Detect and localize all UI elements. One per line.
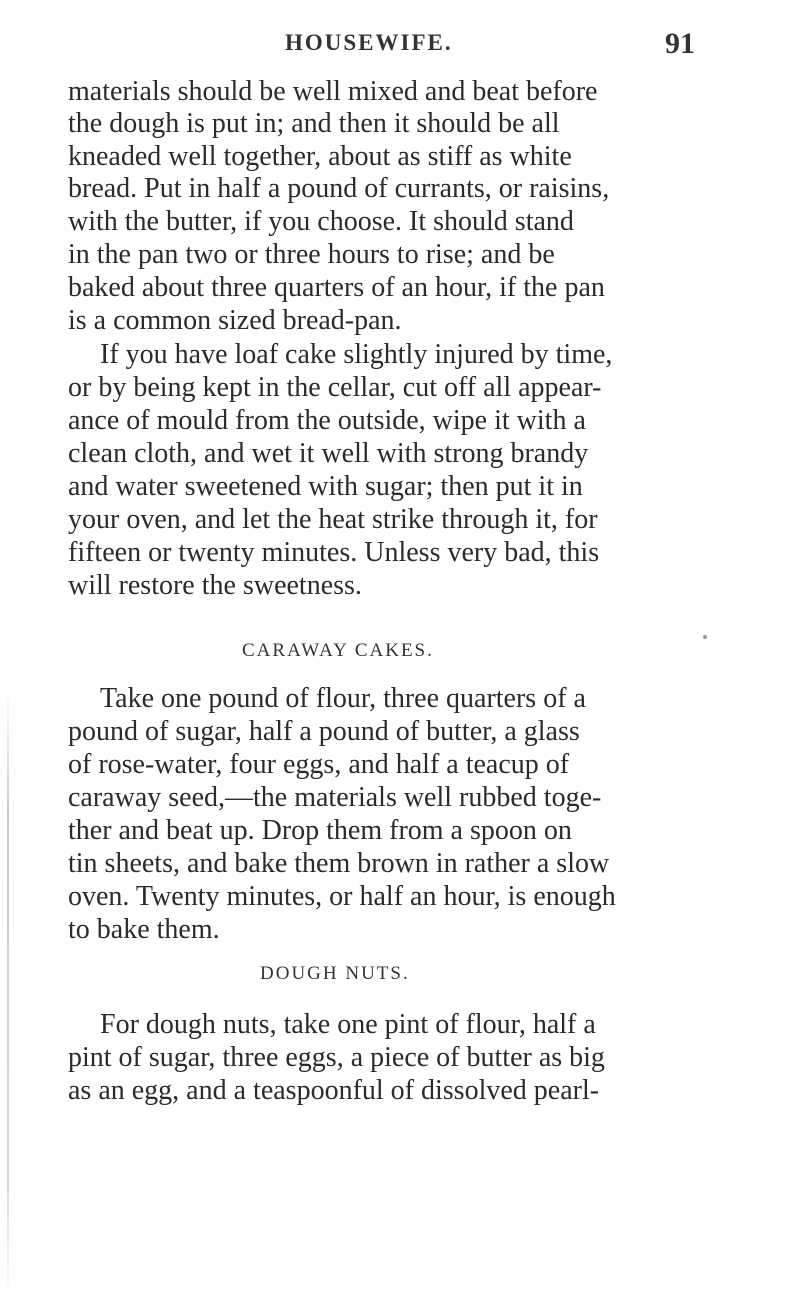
page-number: 91 [665,27,695,60]
text-line: to bake them. [68,914,220,945]
text-line: bread. Put in half a pound of currants, or raisins, [68,173,610,204]
text-line: your oven, and let the heat strike through it, for [68,504,598,535]
text-line: tin sheets, and bake them brown in rather a slow [68,848,610,879]
text-line: ther and beat up. Drop them from a spoon on [68,815,572,846]
text-line: with the butter, if you choose. It should stand [68,206,574,237]
text-line: of rose-water, four eggs, and half a teacup of [68,749,570,780]
text-line: is a common sized bread-pan. [68,305,402,336]
paragraph-start-line: Take one pound of flour, three quarters of a [100,683,586,714]
section-heading-dough-nuts: DOUGH NUTS. [260,963,410,984]
text-line: fifteen or twenty minutes. Unless very bad, this [68,537,600,568]
print-speck [703,635,707,639]
page-header [0,27,800,62]
text-line: baked about three quarters of an hour, if the pan [68,272,605,303]
section-heading-caraway: CARAWAY CAKES. [242,640,434,661]
text-line: kneaded well together, about as stiff as white [68,141,572,172]
text-line: the dough is put in; and then it should be all [68,108,560,139]
paragraph-start-line: If you have loaf cake slightly injured by time, [100,339,613,370]
text-line: pound of sugar, half a pound of butter, a glass [68,716,580,747]
text-line: materials should be well mixed and beat before [68,76,598,107]
text-line: as an egg, and a teaspoonful of dissolved pearl- [68,1075,600,1106]
text-line: clean cloth, and wet it well with strong brandy [68,438,589,469]
margin-shadow [7,690,9,1300]
text-line: will restore the sweetness. [68,570,362,601]
text-line: or by being kept in the cellar, cut off all appear- [68,372,602,403]
text-line: pint of sugar, three eggs, a piece of butter as big [68,1042,605,1073]
text-line: caraway seed,—the materials well rubbed toge- [68,782,602,813]
text-line: oven. Twenty minutes, or half an hour, is enough [68,881,616,912]
paragraph-start-line: For dough nuts, take one pint of flour, half a [100,1009,596,1040]
text-line: ance of mould from the outside, wipe it with a [68,405,586,436]
text-line: and water sweetened with sugar; then put it in [68,471,583,502]
running-head: HOUSEWIFE. [285,30,453,55]
text-line: in the pan two or three hours to rise; and be [68,239,555,270]
